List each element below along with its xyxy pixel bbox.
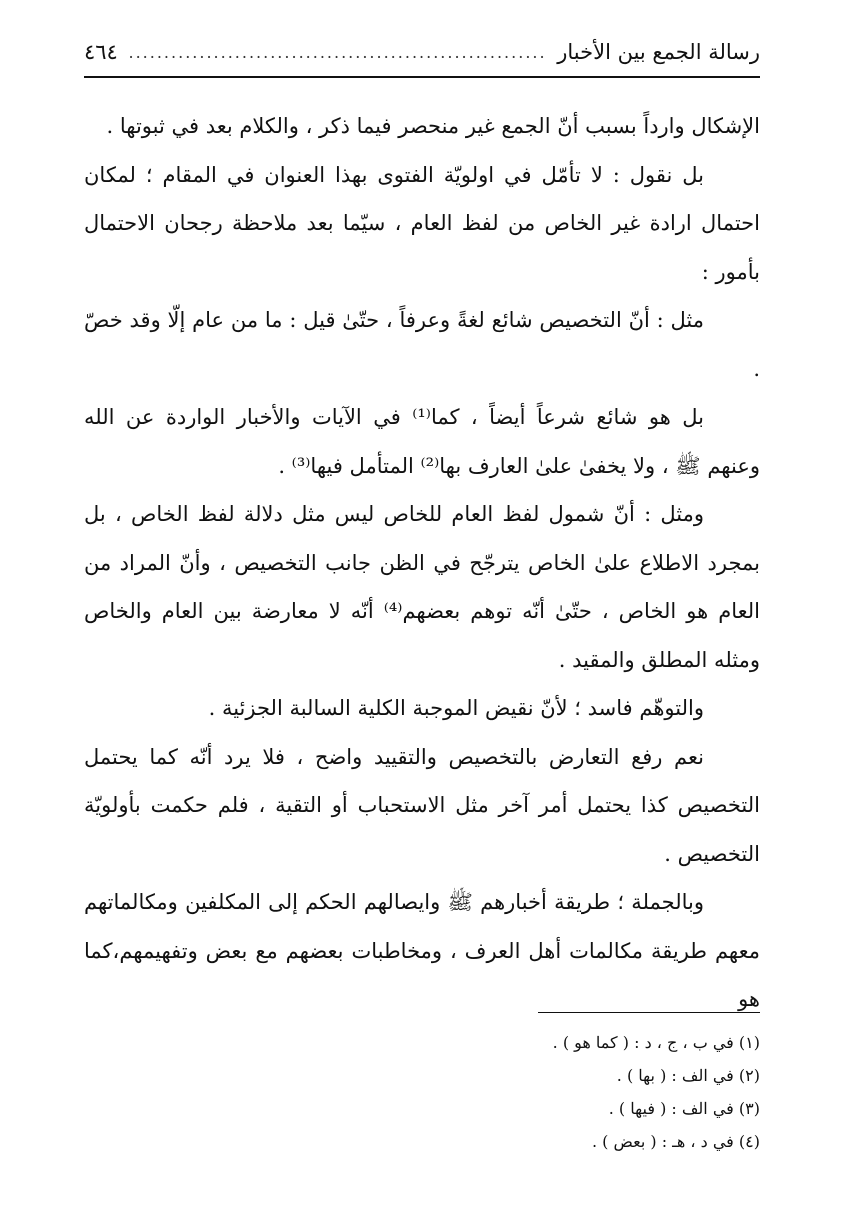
paragraph: نعم رفع التعارض بالتخصيص والتقييد واضح ، فلا يرد أنّه كما يحتمل التخصيص كذا يحتمل أمر آخر مثل الاستحباب أو التقية ، فلم حكمت بأولويّة التخصيص . [84, 744, 760, 866]
header-leader-dots: ........................................................... [128, 42, 547, 62]
paragraph: بل نقول : لا تأمّل في اولويّة الفتوى بهذا العنوان في المقام ؛ لمكان احتمال ارادة غير الخاص من لفظ العام ، سيّما بعد ملاحظة رجحان الاحتمال بأمور : [84, 162, 760, 284]
footnotes [84, 1026, 760, 1158]
paragraph: وبالجملة ؛ طريقة أخبارهم ﷺ وايصالهم الحكم إلى المكلفين ومكالماتهم معهم طريقة مكالمات أهل العرف ، ومخاطبات بعضهم مع بعض وتفهيمهم،كما هو [84, 890, 760, 1011]
page-number: ٤٦٤ [84, 40, 118, 64]
footnote: (٤) في د ، هـ : ( بعض ) . [592, 1132, 760, 1151]
footnote-separator [538, 1012, 760, 1013]
main-text [84, 102, 760, 1024]
footnote: (٢) في الف : ( بها ) . [616, 1066, 760, 1085]
paragraph: مثل : أنّ التخصيص شائع لغةً وعرفاً ، حتّىٰ قيل : ما من عام إلّا وقد خصّ . [84, 308, 760, 381]
paragraph: الإشكال وارداً بسبب أنّ الجمع غير منحصر فيما ذكر ، والكلام بعد في ثبوتها . [106, 114, 760, 138]
footnote: (٣) في الف : ( فيها ) . [608, 1099, 760, 1118]
header-rule [84, 76, 760, 78]
paragraph: والتوهّم فاسد ؛ لأنّ نقيض الموجبة الكلية السالبة الجزئية . [208, 696, 704, 720]
paragraph: ومثل : أنّ شمول لفظ العام للخاص ليس مثل دلالة لفظ الخاص ، بل بمجرد الاطلاع علىٰ الخاص يترجّح في الظن جانب التخصيص ، وأنّ المراد من العام هو الخاص ، حتّىٰ أنّه توهم بعضهم⁽⁴⁾ أنّه لا معارضة بين العام والخاص ومثله المطلق والمقيد . [84, 502, 760, 672]
paragraph: بل هو شائع شرعاً أيضاً ، كما⁽¹⁾ في الآيات والأخبار الواردة عن الله وعنهم ﷺ ، ولا يخفىٰ علىٰ العارف بها⁽²⁾ المتأمل فيها⁽³⁾ . [84, 405, 760, 478]
footnote: (١) في ب ، ج ، د : ( كما هو ) . [552, 1033, 760, 1052]
running-title: رسالة الجمع بين الأخبار [557, 40, 760, 64]
running-header [84, 30, 760, 74]
